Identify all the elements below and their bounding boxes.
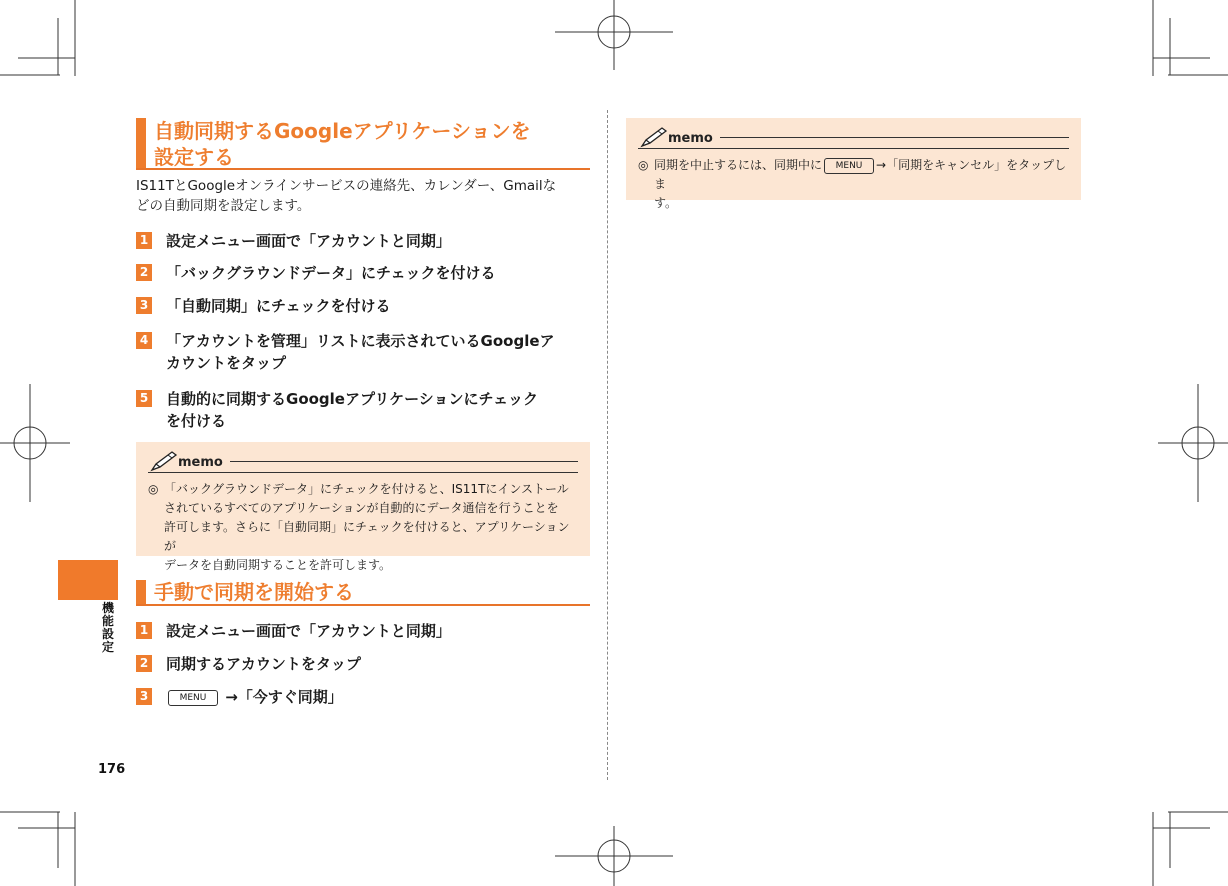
step-text-line1: 自動的に同期するGoogleアプリケーションにチェック bbox=[166, 390, 539, 408]
section-heading-manual-sync bbox=[136, 580, 590, 606]
pencil-icon bbox=[148, 450, 182, 472]
memo-bullet: ◎ bbox=[148, 482, 159, 496]
menu-key-icon: MENU bbox=[824, 158, 874, 174]
page-number: 176 bbox=[98, 762, 126, 777]
memo-header bbox=[148, 450, 578, 472]
menu-key-icon: MENU bbox=[168, 690, 218, 706]
intro-line-2: どの自動同期を設定します。 bbox=[136, 198, 311, 214]
step-text-line1: 「アカウントを管理」リストに表示されているGoogleア bbox=[166, 332, 555, 350]
memo-bullet: ◎ bbox=[638, 158, 649, 172]
heading-title: 手動で同期を開始する bbox=[154, 580, 354, 604]
heading-accent-bar bbox=[136, 580, 146, 604]
step-text: 設定メニュー画面で「アカウントと同期」 bbox=[166, 232, 451, 250]
memo-line-2: す。 bbox=[654, 196, 678, 210]
memo-rule-top bbox=[230, 461, 578, 462]
memo-item bbox=[148, 480, 580, 575]
memo-rule-bottom bbox=[148, 472, 578, 473]
memo-rule-bottom bbox=[638, 148, 1069, 149]
section-heading-auto-sync bbox=[136, 118, 590, 170]
step-number: 2 bbox=[136, 655, 152, 672]
step-2 bbox=[136, 262, 586, 284]
memo-line-3: 許可します。さらに「自動同期」にチェックを付けると、アプリケーションが bbox=[164, 520, 570, 553]
step-1 bbox=[136, 230, 586, 252]
memo-text bbox=[654, 156, 1071, 213]
step-number: 3 bbox=[136, 297, 152, 314]
step-text bbox=[166, 686, 586, 708]
intro-line-1: IS11TとGoogleオンラインサービスの連絡先、カレンダー、Gmailな bbox=[136, 178, 557, 194]
step-2-3 bbox=[136, 686, 586, 708]
chapter-tab bbox=[58, 560, 118, 600]
step-text: 設定メニュー画面で「アカウントと同期」 bbox=[166, 622, 451, 640]
step-number: 4 bbox=[136, 332, 152, 349]
step-4 bbox=[136, 330, 586, 374]
memo-label: memo bbox=[178, 455, 223, 470]
column-divider bbox=[607, 110, 608, 780]
heading-title-line2: 設定する bbox=[154, 145, 234, 169]
memo-header bbox=[638, 126, 1069, 148]
memo-line-1 bbox=[654, 156, 1071, 194]
step-number: 1 bbox=[136, 622, 152, 639]
heading-accent-bar bbox=[136, 118, 146, 168]
step-3 bbox=[136, 295, 586, 317]
step-text bbox=[166, 388, 586, 432]
step-5 bbox=[136, 388, 586, 432]
memo-text bbox=[164, 480, 580, 575]
memo-text-after: →「同期をキャンセル」をタップしま bbox=[654, 158, 1067, 191]
step-text bbox=[166, 330, 586, 374]
heading-title-line1: 自動同期するGoogleアプリケーションを bbox=[154, 119, 531, 143]
step-2-1 bbox=[136, 620, 586, 642]
step-number: 5 bbox=[136, 390, 152, 407]
memo-rule-top bbox=[720, 137, 1069, 138]
memo-label: memo bbox=[668, 131, 713, 146]
step-number: 2 bbox=[136, 264, 152, 281]
step-action: →「今すぐ同期」 bbox=[225, 688, 343, 706]
pencil-icon bbox=[638, 126, 672, 148]
memo-line-2: されているすべてのアプリケーションが自動的にデータ通信を行うことを bbox=[164, 501, 559, 515]
step-text: 「自動同期」にチェックを付ける bbox=[166, 297, 391, 315]
step-text: 同期するアカウントをタップ bbox=[166, 655, 361, 673]
step-2-2 bbox=[136, 653, 586, 675]
memo-line-4: データを自動同期することを許可します。 bbox=[164, 558, 392, 572]
step-number: 1 bbox=[136, 232, 152, 249]
memo-text-before: 同期を中止するには、同期中に bbox=[654, 158, 823, 172]
memo-box-right bbox=[626, 118, 1081, 210]
section-intro bbox=[136, 176, 592, 216]
memo-item bbox=[638, 156, 1071, 213]
chapter-tab-label: 機能設定 bbox=[102, 601, 115, 654]
step-text: 「バックグラウンドデータ」にチェックを付ける bbox=[166, 264, 496, 282]
step-text-line2: カウントをタップ bbox=[166, 354, 287, 372]
memo-line-1: 「バックグラウンドデータ」にチェックを付けると、IS11Tにインストール bbox=[164, 482, 569, 496]
step-text-line2: を付ける bbox=[166, 412, 227, 430]
memo-box bbox=[136, 442, 590, 572]
step-number: 3 bbox=[136, 688, 152, 705]
